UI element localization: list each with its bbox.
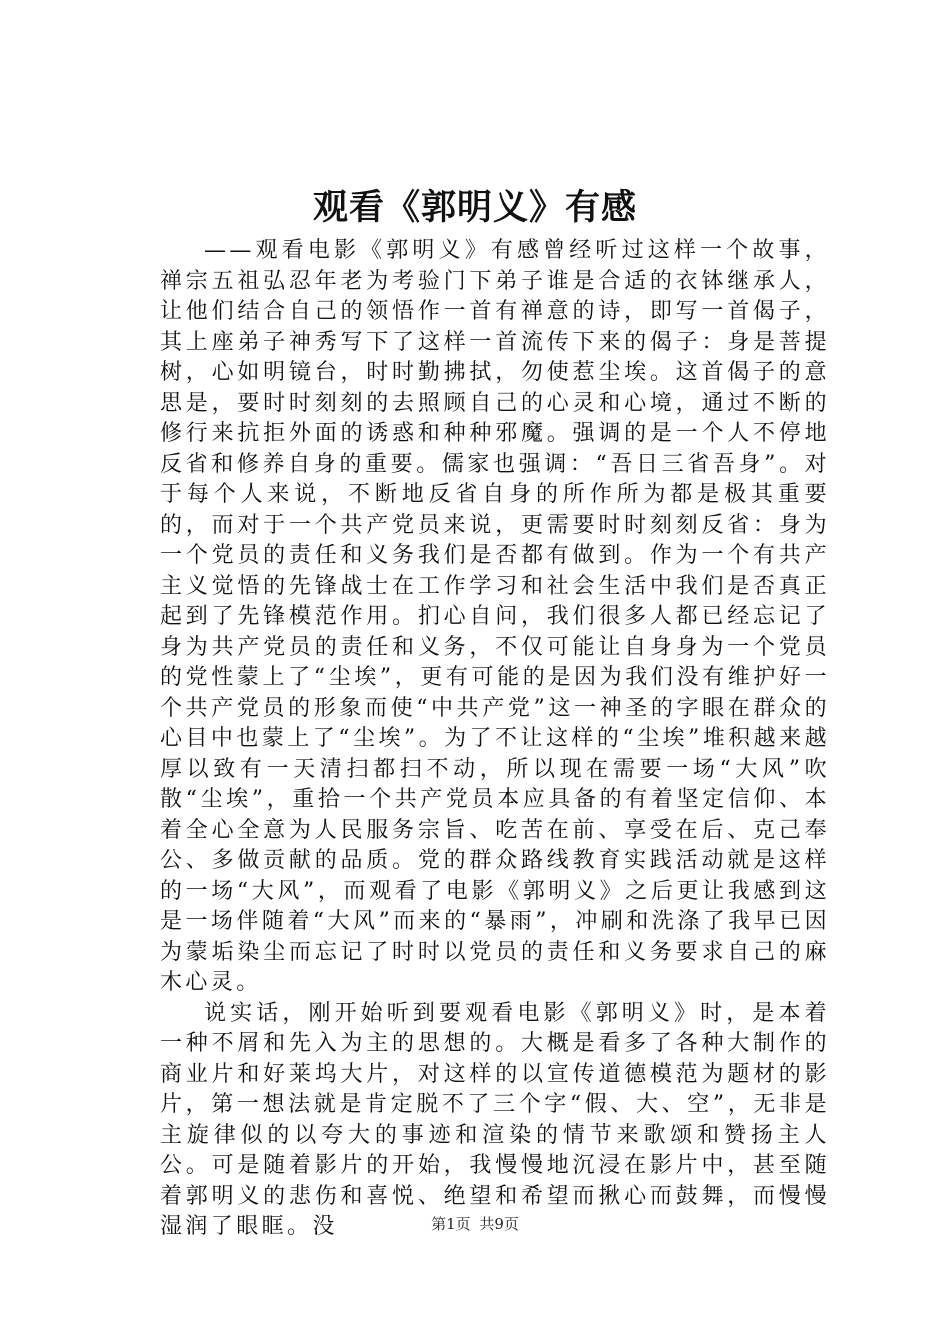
page-total: 共9页 [479,1215,519,1233]
page-number: 第1页 [431,1215,471,1233]
paragraph-1: ——观看电影《郭明义》有感曾经听过这样一个故事，禅宗五祖弘忍年老为考验门下弟子谁是合适的衣钵继承人，让他们结合自己的领悟作一首有禅意的诗，即写一首偈子，其上座弟子神秀写下了这样一首流传下来的偈子：身是菩提树，心如明镜台，时时勤拂拭，勿使惹尘埃。这首偈子的意思是，要时时刻刻的去照顾自己的心灵和心境，通过不断的修行来抗拒外面的诱惑和种种邪魔。强调的是一个人不停地反省和修养自身的重要。儒家也强调：“吾日三省吾身”。对于每个人来说，不断地反省自身的所作所为都是极其重要的，而对于一个共产党员来说，更需要时时刻刻反省：身为一个党员的责任和义务我们是否都有做到。作为一个有共产主义觉悟的先锋战士在工作学习和社会生活中我们是否真正起到了先锋模范作用。扪心自问，我们很多人都已经忘记了身为共产党员的责任和义务，不仅可能让自身身为一个党员的党性蒙上了“尘埃”，更有可能的是因为我们没有维护好一个共产党员的形象而使“中共产党”这一神圣的字眼在群众的心目中也蒙上了“尘埃”。为了不让这样的“尘埃”堆积越来越厚以致有一天清扫都扫不动，所以现在需要一场“大风”吹散“尘埃”，重拾一个共产党员本应具备的有着坚定信仰、本着全心全意为人民服务宗旨、吃苦在前、享受在后、克己奉公、多做贡献的品质。党的群众路线教育实践活动就是这样的一场“大风”，而观看了电影《郭明义》之后更让我感到这是一场伴随着“大风”而来的“暴雨”，冲刷和洗涤了我早已因为蒙垢染尘而忘记了时时以党员的责任和义务要求自己的麻木心灵。 [160,238,830,995]
page-footer [0,1213,950,1235]
document-title: 观看《郭明义》有感 [312,187,637,228]
document-body [160,236,830,1243]
paragraph-2: 说实话，刚开始听到要观看电影《郭明义》时，是本着一种不屑和先入为主的思想的。大概是看多了各种大制作的商业片和好莱坞大片，对这样的以宣传道德模范为题材的影片，第一想法就是肯定脱不了三个字“假、大、空”，无非是主旋律似的以夸大的事迹和渲染的情节来歌颂和赞扬主人公。可是随着影片的开始，我慢慢地沉浸在影片中，甚至随着郭明义的悲伤和喜悦、绝望和希望而揪心而鼓舞，而慢慢湿润了眼眶。没 [160,1000,830,1239]
